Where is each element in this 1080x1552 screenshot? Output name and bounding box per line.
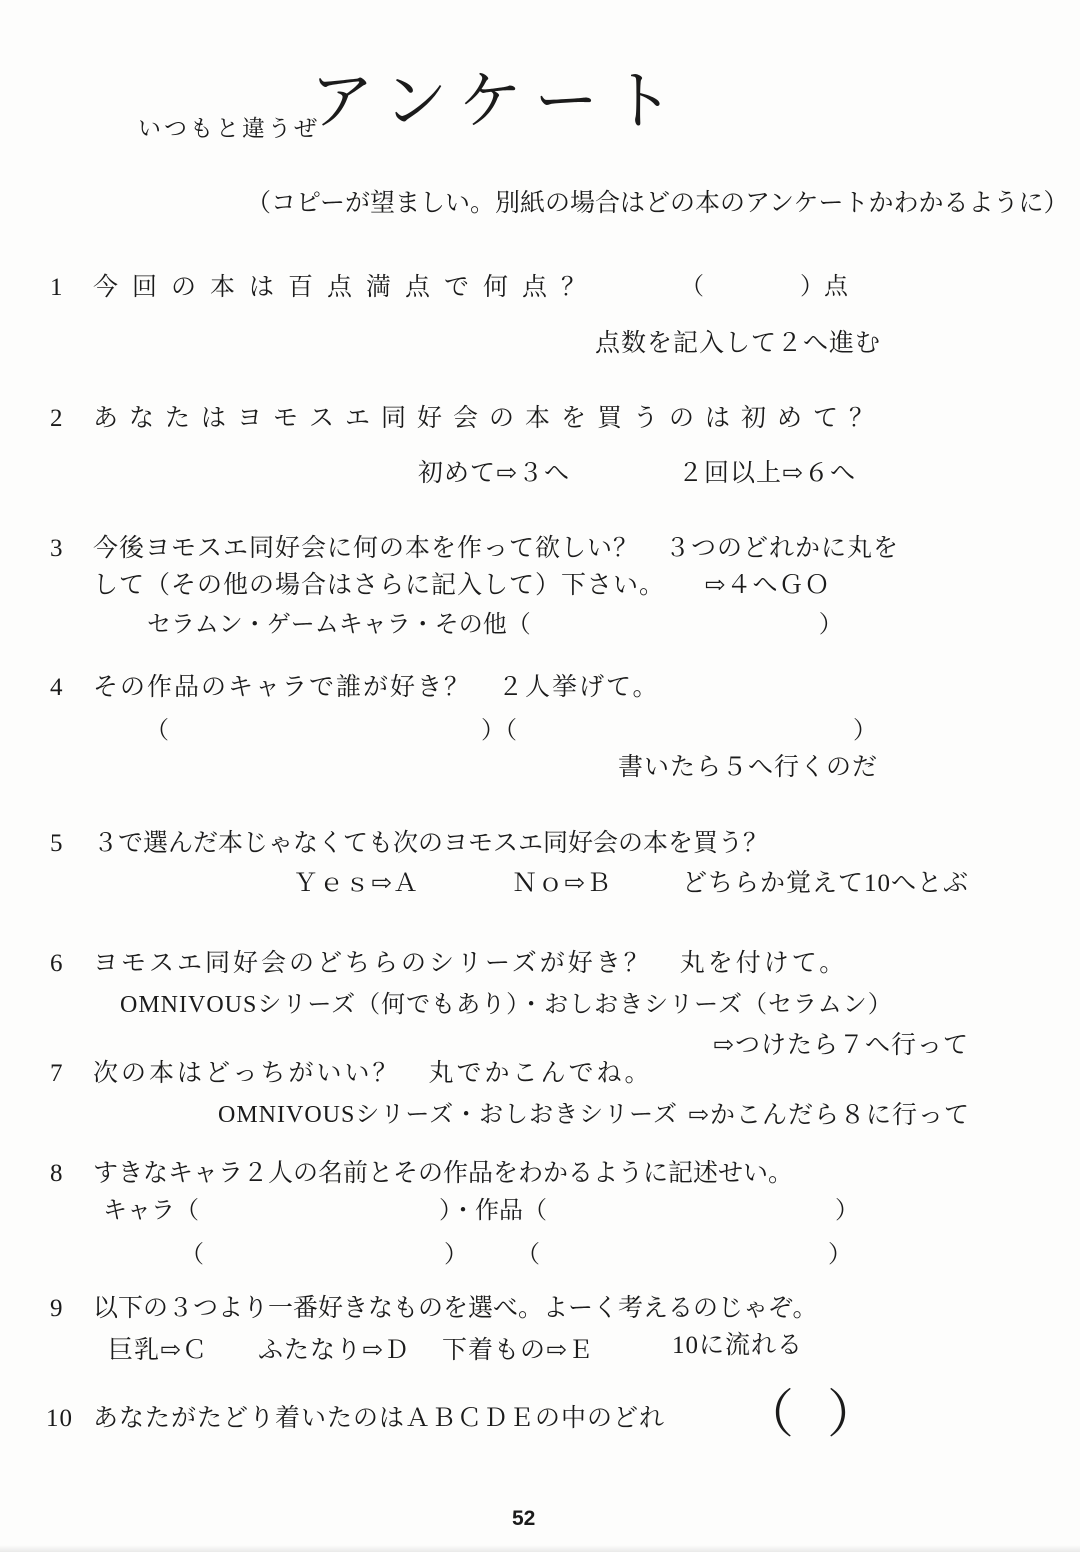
q8-text: すきなキャラ２人の名前とその作品をわかるように記述せい。 <box>93 1160 794 1187</box>
subtitle-note: （コピーが望ましい。別紙の場合はどの本のアンケートかわかるように） <box>246 190 1069 217</box>
q10-answer-blank: （ ） <box>742 1387 890 1444</box>
q9-option-c: 巨乳⇨Ｃ <box>108 1337 208 1364</box>
q9-text: 以下の３つより一番好きなものを選べ。よーく考えるのじゃぞ。 <box>93 1295 818 1322</box>
q7-choices: OMNIVOUSシリーズ・おしおきシリーズ <box>218 1102 678 1128</box>
scan-bottom-edge <box>0 1545 1080 1552</box>
q6-number: 6 <box>50 950 64 977</box>
q6-text: ヨモスエ同好会のどちらのシリーズが好き？ 丸を付けて。 <box>93 950 848 977</box>
q1-text: 今回の本は百点満点で何点？ <box>93 274 601 301</box>
q3-text-line1: 今後ヨモスエ同好会に何の本を作って欲しい？ ３つのどれかに丸を <box>93 535 900 562</box>
q6-note: ⇨つけたら７へ行って <box>713 1032 969 1059</box>
q1-note: 点数を記入して２へ進む <box>595 330 882 357</box>
q4-answer-blanks: （ ）（ ） <box>145 718 877 744</box>
q3-choices: セラムン・ゲームキャラ・その他（ ） <box>147 612 843 638</box>
q8-number: 8 <box>50 1160 64 1187</box>
q7-text: 次の本はどっちがいい？ 丸でかこんでね。 <box>93 1060 653 1087</box>
q1-answer-blank: （ ）点 <box>680 274 848 300</box>
q4-text: その作品のキャラで誰が好き？ ２人挙げて。 <box>93 674 660 701</box>
q9-number: 9 <box>50 1295 64 1322</box>
title-prefix: いつもと違うぜ <box>138 116 320 141</box>
q10-text: あなたがたどり着いたのはＡＢＣＤＥの中のどれ <box>93 1405 666 1432</box>
q4-note: 書いたら５へ行くのだ <box>618 754 879 781</box>
q1-number: 1 <box>50 274 64 301</box>
q2-option-first-time: 初めて⇨３へ <box>418 460 570 487</box>
q2-number: 2 <box>50 405 64 432</box>
q5-text: ３で選んだ本じゃなくても次のヨモスエ同好会の本を買う？ <box>93 830 769 857</box>
q9-option-d: ふたなり⇨Ｄ <box>258 1337 410 1364</box>
q8-answer-line1: キャラ（ ）・作品（ ） <box>103 1198 859 1224</box>
q10-number: 10 <box>46 1405 73 1432</box>
q4-number: 4 <box>50 674 64 701</box>
q2-text: あなたはヨモスエ同好会の本を買うのは初めて？ <box>93 405 886 432</box>
q5-option-no: Ｎｏ⇨Ｂ <box>512 870 612 897</box>
q2-option-repeat: ２回以上⇨６へ <box>678 460 856 487</box>
page-number: 52 <box>512 1507 536 1530</box>
q5-number: 5 <box>50 830 64 857</box>
q6-choices: OMNIVOUSシリーズ（何でもあり）・おしおきシリーズ（セラムン） <box>120 992 893 1018</box>
page-title: アンケート <box>310 66 687 137</box>
q9-note: 10に流れる <box>672 1332 804 1359</box>
q7-number: 7 <box>50 1060 64 1087</box>
q5-note: どちらか覚えて10へとぶ <box>682 870 970 897</box>
q8-answer-line2: （ ） （ ） <box>180 1242 852 1268</box>
q9-option-e: 下着もの⇨Ｅ <box>442 1337 594 1364</box>
q3-number: 3 <box>50 535 64 562</box>
q7-note: ⇨かこんだら８に行って <box>688 1102 970 1129</box>
q5-option-yes: Ｙｅｓ⇨Ａ <box>293 870 419 897</box>
q3-text-line2: して（その他の場合はさらに記入して）下さい。 ⇨４へＧＯ <box>93 572 831 599</box>
